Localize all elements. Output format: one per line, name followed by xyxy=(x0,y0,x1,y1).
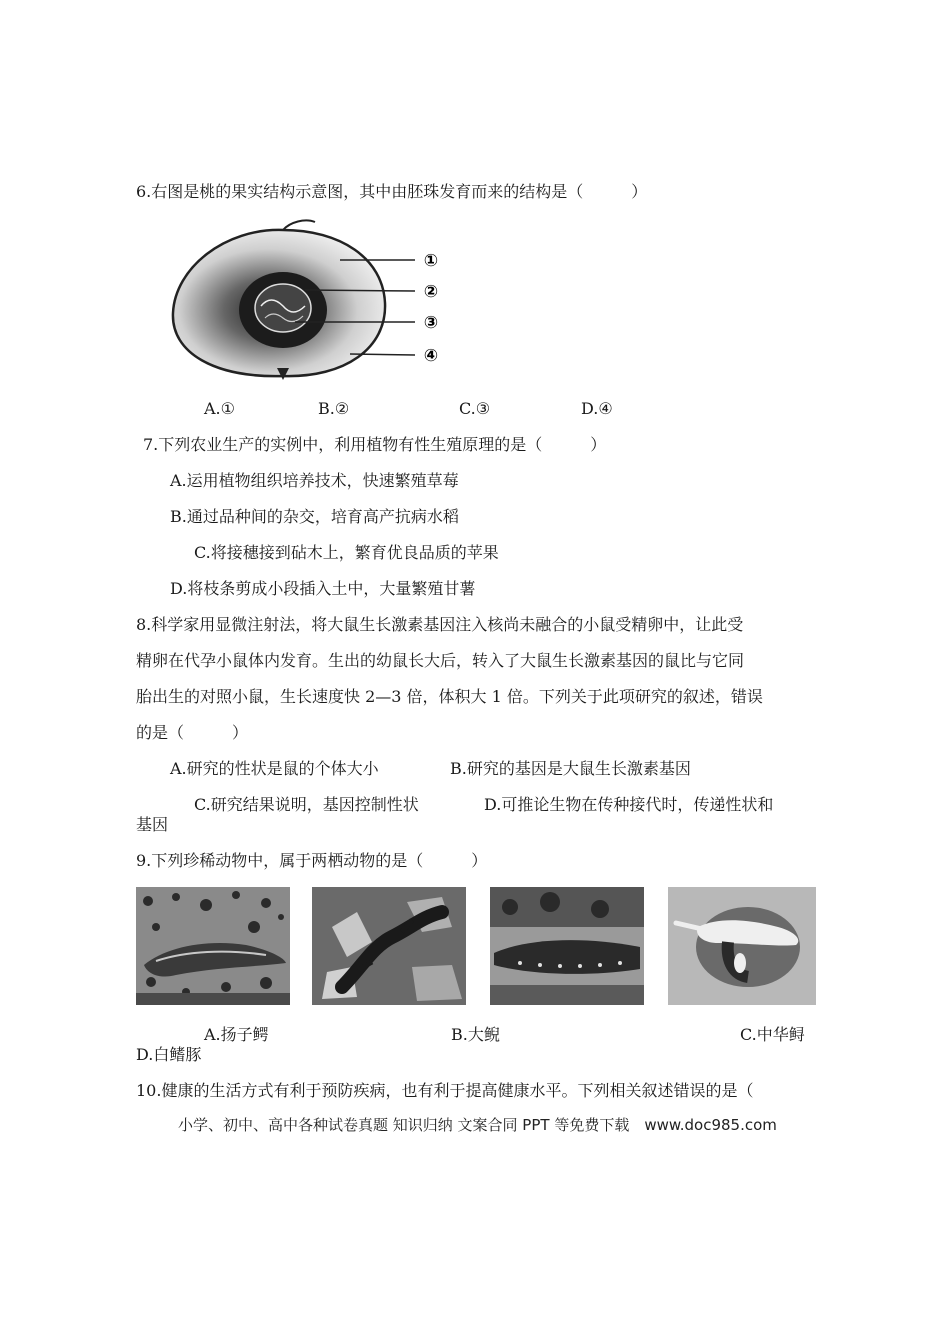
diagram-label-3: ③ xyxy=(423,313,439,333)
q9-stem: 9.下列珍稀动物中，属于两栖动物的是（ ） xyxy=(136,851,488,870)
q7-option-b: B.通过品种间的杂交，培育高产抗病水稻 xyxy=(170,507,459,526)
q6-option-c: C.③ xyxy=(459,399,491,418)
q9-option-d: D.白鳍豚 xyxy=(136,1045,202,1064)
diagram-label-2: ② xyxy=(423,282,439,302)
diagram-label-1: ① xyxy=(423,251,439,271)
q8-option-a: A.研究的性状是鼠的个体大小 xyxy=(170,759,379,778)
q8-stem-line-4: 的是（ ） xyxy=(136,723,249,742)
q6-option-a: A.① xyxy=(204,399,235,418)
giant-salamander-photo xyxy=(312,887,466,1005)
q9-option-c: C.中华鲟 xyxy=(740,1025,805,1044)
q6-option-d: D.④ xyxy=(581,399,613,418)
q8-option-d: D.可推论生物在传种接代时，传递性状和 xyxy=(484,795,774,814)
q10-stem: 10.健康的生活方式有利于预防疾病，也有利于提高健康水平。下列相关叙述错误的是（ xyxy=(136,1081,754,1100)
q7-option-c: C.将接穗接到砧木上，繁育优良品质的苹果 xyxy=(194,543,499,562)
q6-option-b: B.② xyxy=(318,399,350,418)
q8-stem-line-2: 精卵在代孕小鼠体内发育。生出的幼鼠长大后，转入了大鼠生长激素基因的鼠比与它同 xyxy=(136,651,745,670)
q9-option-b: B.大鲵 xyxy=(451,1025,500,1044)
q7-option-a: A.运用植物组织培养技术，快速繁殖草莓 xyxy=(170,471,459,490)
q9-option-a: A.扬子鳄 xyxy=(204,1025,269,1044)
q7-option-d: D.将枝条剪成小段插入土中，大量繁殖甘薯 xyxy=(170,579,476,598)
alligator-photo xyxy=(136,887,290,1005)
q8-stem-line-3: 胎出生的对照小鼠，生长速度快 2—3 倍，体积大 1 倍。下列关于此项研究的叙述，错误 xyxy=(136,687,763,706)
peach-fruit-diagram xyxy=(165,218,455,388)
q6-stem: 6.右图是桃的果实结构示意图，其中由胚珠发育而来的结构是（ ） xyxy=(136,182,648,201)
q8-option-c: C.研究结果说明，基因控制性状 xyxy=(194,795,419,814)
diagram-label-4: ④ xyxy=(423,346,439,366)
q8-stem-line-1: 8.科学家用显微注射法，将大鼠生长激素基因注入核尚未融合的小鼠受精卵中，让此受 xyxy=(136,615,744,634)
q7-stem: 7.下列农业生产的实例中，利用植物有性生殖原理的是（ ） xyxy=(143,435,607,454)
baiji-dolphin-photo xyxy=(668,887,816,1005)
chinese-sturgeon-photo xyxy=(490,887,644,1005)
q8-option-d-continued: 基因 xyxy=(136,815,169,834)
q8-option-b: B.研究的基因是大鼠生长激素基因 xyxy=(450,759,691,778)
page-footer[interactable]: 小学、初中、高中各种试卷真题 知识归纳 文案合同 PPT 等免费下载 www.doc985.com xyxy=(178,1116,777,1134)
